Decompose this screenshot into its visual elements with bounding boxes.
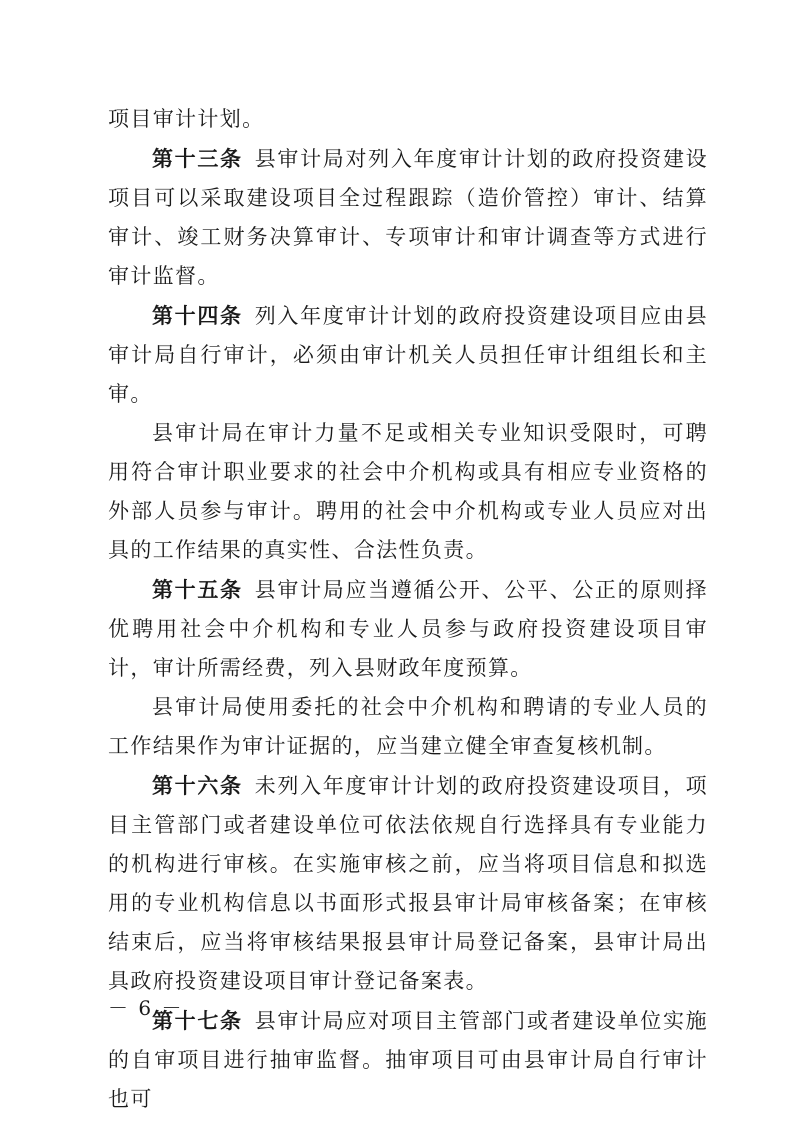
article-14-text-2: 县审计局在审计力量不足或相关专业知识受限时，可聘用符合审计职业要求的社会中介机构或具有相应专业资格的外部人员参与审计。聘用的社会中介机构或专业人员应对出具的工作结果的真实性、合法性负责。 <box>108 421 708 562</box>
article-15-text-2: 县审计局使用委托的社会中介机构和聘请的专业人员的工作结果作为审计证据的，应当建立健全审查复核机制。 <box>108 695 708 758</box>
article-15-text: 县审计局应当遵循公开、公平、公正的原则择优聘用社会中介机构和专业人员参与政府投资建设项目审计，审计所需经费，列入县财政年度预算。 <box>108 578 709 680</box>
article-15-paragraph-2 <box>108 688 708 766</box>
page-number: － 6 － <box>108 996 184 1020</box>
body-text <box>108 100 708 1119</box>
article-16-paragraph <box>108 766 708 1001</box>
article-17-text: 县审计局应对项目主管部门或者建设单位实施的自审项目进行抽审监督。抽审项目可由县审计局自行审计也可 <box>108 1009 709 1111</box>
article-14-text: 列入年度审计计划的政府投资建设项目应由县审计局自行审计，必须由审计机关人员担任审计组组长和主审。 <box>108 304 709 406</box>
article-13-number: 第十三条 <box>152 146 243 171</box>
paragraph-1 <box>108 100 708 139</box>
article-13-paragraph <box>108 139 708 296</box>
article-15-paragraph <box>108 570 708 688</box>
paragraph-1-text: 项目审计计划。 <box>108 107 265 131</box>
article-14-paragraph-2 <box>108 414 708 570</box>
article-14-paragraph <box>108 296 708 414</box>
article-13-text: 县审计局对列入年度审计计划的政府投资建设项目可以采取建设项目全过程跟踪（造价管控）审计、结算审计、竣工财务决算审计、专项审计和审计调查等方式进行审计监督。 <box>108 147 709 288</box>
article-16-number: 第十六条 <box>152 773 243 798</box>
article-16-text: 未列入年度审计计划的政府投资建设项目，项目主管部门或者建设单位可依法依规自行选择具有专业能力的机构进行审核。在实施审核之前，应当将项目信息和拟选用的专业机构信息以书面形式报县审计局审核备案；在审核结束后，应当将审核结果报县审计局登记备案，县审计局出具政府投资建设项目审计登记备案表。 <box>108 774 709 993</box>
article-17-number: 第十七条 <box>152 1008 243 1033</box>
article-17-paragraph <box>108 1001 708 1119</box>
article-15-number: 第十五条 <box>152 577 243 602</box>
article-14-number: 第十四条 <box>152 303 243 328</box>
